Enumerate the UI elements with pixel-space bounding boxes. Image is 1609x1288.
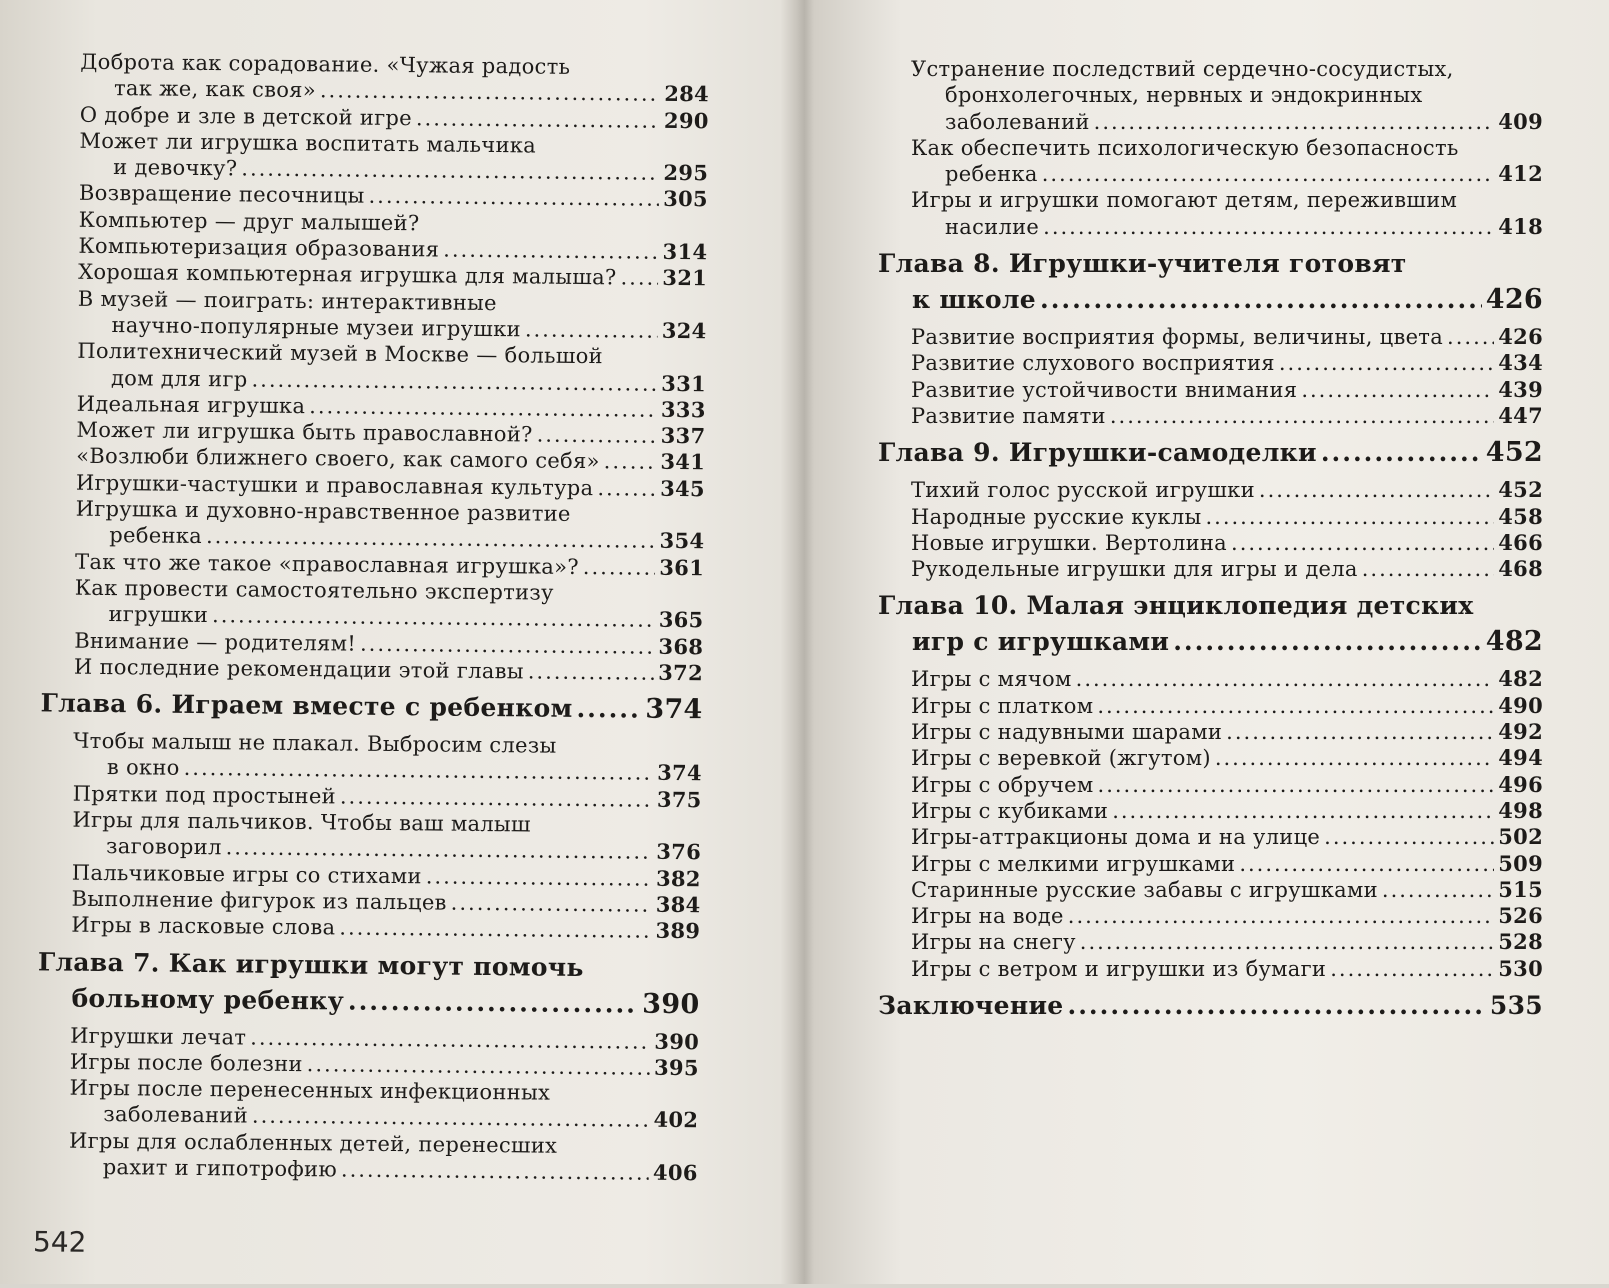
toc-page-number: 372	[658, 659, 704, 686]
toc-entry-title: Игрушка и духовно-нравственное развитие	[75, 496, 571, 526]
toc-entry-title: насилие	[945, 214, 1040, 239]
toc-entry-title: О добре и зле в детской игре	[79, 102, 413, 130]
leader-dots	[525, 316, 658, 344]
toc-entry-title: Так что же такое «православная игрушка»?	[74, 549, 580, 579]
toc-entry	[878, 824, 1543, 850]
toc-entry	[42, 495, 705, 555]
toc-entry	[878, 851, 1543, 877]
toc-page-number: 333	[660, 396, 706, 423]
leader-dots	[1040, 282, 1482, 318]
leader-dots	[1094, 109, 1495, 135]
leader-dots	[1239, 851, 1494, 877]
toc-entry	[878, 745, 1543, 771]
toc-entry	[878, 556, 1543, 582]
toc-entry-title: Игры в ласковые слова	[71, 912, 336, 940]
toc-page-number: 331	[661, 370, 707, 396]
toc-entry-line	[878, 624, 1543, 660]
toc-entry-title: Устранение последствий сердечно-сосудистых,	[911, 57, 1454, 81]
toc-entry-title: Рукодельные игрушки для игры и дела	[911, 557, 1358, 582]
toc-entry-title: Хорошая компьютерная игрушка для малыша?	[78, 260, 617, 290]
toc-entry-title: Глава 6. Играем вместе с ребенком	[40, 688, 573, 724]
leader-dots	[1330, 956, 1494, 982]
toc-entry	[878, 403, 1543, 429]
left-page	[0, 0, 790, 1288]
toc-entry-title: Игры с веревкой (жгутом)	[911, 746, 1211, 771]
leader-dots	[1447, 324, 1494, 350]
toc-page-number: 492	[1498, 719, 1543, 745]
toc-entry-line	[911, 556, 1543, 582]
toc-entry-title: Развитие слухового восприятия	[911, 351, 1275, 376]
toc-entry-title: ребенка	[109, 523, 203, 549]
toc-page-number: 341	[660, 449, 706, 475]
toc-entry-line	[878, 246, 1543, 282]
toc-entry	[878, 324, 1543, 350]
toc-entry-line	[878, 282, 1543, 318]
leader-dots	[1321, 435, 1482, 471]
toc-entry-line	[911, 161, 1543, 187]
toc-entry-title: заговорил	[105, 834, 222, 860]
toc-page-number: 354	[659, 528, 705, 554]
toc-entry-line	[911, 666, 1543, 692]
leader-dots	[597, 475, 656, 502]
toc-entry-line	[911, 135, 1543, 161]
toc-entry-line	[878, 988, 1543, 1024]
toc-entry-line	[911, 772, 1543, 798]
leader-dots	[1098, 772, 1495, 798]
leader-dots	[348, 983, 639, 1022]
right-page	[800, 0, 1609, 1284]
toc-entry-line	[878, 588, 1543, 624]
toc-entry-title: Как провести самостоятельно экспертизу	[74, 575, 554, 605]
toc-entry-title: Старинные русские забавы с игрушками	[911, 877, 1378, 902]
toc-page-number: 490	[1498, 692, 1543, 718]
toc-entry	[44, 338, 707, 398]
toc-entry-line	[911, 719, 1543, 745]
toc-entry	[878, 798, 1543, 824]
toc-entry-title: и девочку?	[113, 155, 238, 181]
toc-page-number: 409	[1498, 108, 1543, 134]
toc-entry-line	[911, 324, 1543, 350]
toc-entry-title: рахит и гипотрофию	[102, 1154, 338, 1182]
toc-entry-title: Прятки под простыней	[72, 781, 337, 809]
toc-page-number: 390	[654, 1028, 700, 1054]
toc-entry-title: бронхолегочных, нервных и эндокринных	[945, 83, 1423, 108]
toc-entry-title: Чтобы малыш не плакал. Выбросим слезы	[73, 728, 557, 758]
toc-entry-line	[911, 350, 1543, 376]
toc-entry-title: Пальчиковые игры со стихами	[71, 860, 422, 888]
toc-entry	[40, 727, 703, 787]
toc-entry-title: Внимание — родителям!	[74, 628, 357, 656]
toc-entry	[41, 653, 703, 686]
toc-entry-line	[911, 504, 1543, 530]
leader-dots	[250, 1024, 650, 1054]
toc-list-left	[36, 48, 710, 1186]
toc-entry-line	[911, 851, 1543, 877]
toc-page-number: 496	[1498, 771, 1543, 797]
toc-entry-title: Игры после болезни	[69, 1049, 303, 1076]
toc-page-number: 468	[1498, 556, 1543, 582]
toc-entry	[878, 903, 1543, 929]
toc-page-number: 368	[658, 633, 704, 659]
toc-entry	[41, 574, 704, 634]
toc-entry	[878, 477, 1543, 503]
toc-entry	[878, 956, 1543, 982]
toc-entry-line	[911, 903, 1543, 929]
toc-page-number: 498	[1498, 797, 1543, 823]
toc-entry-title: Игрушки-частушки и православная культура	[75, 470, 594, 500]
toc-entry-title: В музей — поиграть: интерактивные	[77, 286, 497, 315]
leader-dots	[252, 1103, 650, 1133]
toc-entry-line	[74, 654, 703, 687]
toc-entry-title: Народные русские куклы	[911, 504, 1202, 529]
toc-entry-title: заболеваний	[103, 1102, 249, 1128]
leader-dots	[620, 265, 658, 292]
toc-page-number: 290	[663, 107, 709, 133]
toc-entry-title: Политехнический музей в Москве — большой	[77, 338, 604, 369]
toc-entry-title: Развитие устойчивости внимания	[911, 377, 1298, 402]
toc-page-number: 530	[1498, 955, 1543, 981]
toc-page-number: 324	[661, 317, 707, 344]
toc-entry-title: заболеваний	[945, 109, 1090, 134]
leader-dots	[320, 78, 661, 108]
toc-entry-line	[911, 187, 1543, 213]
toc-list-right	[878, 56, 1543, 1024]
toc-page-number: 295	[663, 160, 709, 186]
toc-page-number: 439	[1498, 376, 1543, 402]
toc-entry	[878, 666, 1543, 692]
toc-entry-line	[911, 403, 1543, 429]
toc-entry	[878, 929, 1543, 955]
toc-entry	[46, 127, 709, 187]
toc-page-number: 528	[1498, 929, 1543, 955]
toc-entry-line	[911, 877, 1543, 903]
toc-page-number: 526	[1498, 903, 1543, 929]
leader-dots	[1173, 624, 1482, 660]
toc-entry-line	[911, 798, 1543, 824]
toc-entry-title: так же, как своя»	[113, 76, 317, 103]
toc-entry	[878, 350, 1543, 376]
toc-page-number: 365	[658, 607, 704, 633]
toc-conclusion-entry	[878, 988, 1543, 1024]
toc-entry-line	[911, 929, 1543, 955]
toc-entry	[878, 693, 1543, 719]
toc-entry-title: в окно	[106, 755, 180, 781]
toc-page-number: 502	[1498, 824, 1543, 850]
toc-chapter-entry	[878, 588, 1543, 660]
toc-entry-title: больному ребенку	[71, 983, 345, 1016]
leader-dots	[537, 422, 657, 450]
toc-entry	[878, 772, 1543, 798]
toc-page-number: 382	[655, 865, 701, 891]
leader-dots	[1215, 745, 1494, 771]
leader-dots	[341, 1156, 649, 1186]
toc-page-number: 426	[1485, 284, 1543, 316]
toc-entry-title: Идеальная игрушка	[76, 391, 306, 418]
leader-dots	[1226, 719, 1494, 745]
toc-page-number: 374	[645, 693, 703, 726]
leader-dots	[1068, 988, 1486, 1024]
toc-entry-title: «Возлюби ближнего своего, как самого себя»	[76, 444, 600, 474]
toc-entry-title: Игрушки лечат	[70, 1023, 247, 1049]
toc-chapter-entry	[40, 685, 702, 728]
toc-entry-title: Компьютер — друг малышей?	[78, 207, 420, 236]
toc-entry-line	[911, 745, 1543, 771]
toc-entry-title: Компьютеризация образования	[78, 233, 440, 262]
toc-entry-title: Игры на снегу	[911, 930, 1076, 955]
leader-dots	[1097, 693, 1494, 719]
toc-entry-title: Игры после перенесенных инфекционных	[69, 1075, 551, 1105]
leader-dots	[1231, 530, 1494, 556]
toc-entry-title: Игры на воде	[911, 904, 1064, 929]
toc-entry-line	[40, 685, 702, 728]
toc-page-number: 314	[662, 238, 708, 265]
leader-dots	[1259, 477, 1494, 503]
toc-entry-title: игрушки	[108, 602, 209, 628]
toc-page-number: 375	[656, 786, 702, 812]
toc-page-number: 535	[1489, 991, 1543, 1021]
toc-entry-title: Глава 7. Как игрушки могут помочь	[37, 946, 584, 982]
toc-entry-title: Возвращение песочницы	[78, 181, 365, 209]
toc-entry-title: Глава 8. Игрушки-учителя готовят	[878, 249, 1407, 279]
leader-dots	[309, 393, 657, 423]
toc-entry-line	[878, 435, 1543, 471]
leader-dots	[576, 691, 641, 728]
toc-entry-line	[911, 693, 1543, 719]
toc-entry-title: Заключение	[878, 991, 1064, 1021]
toc-entry-title: И последние рекомендации этой главы	[73, 654, 524, 684]
toc-entry-title: Игры-аттракционы дома и на улице	[911, 825, 1321, 850]
toc-entry-title: Игры с платком	[911, 693, 1094, 718]
leader-dots	[583, 554, 656, 581]
toc-chapter-entry	[878, 246, 1543, 318]
toc-entry-line	[37, 980, 699, 1023]
toc-page-number: 406	[652, 1159, 698, 1186]
leader-dots	[528, 658, 655, 686]
toc-entry-line	[69, 1154, 698, 1187]
toc-entry-line	[911, 530, 1543, 556]
toc-entry-title: Игры с мячом	[911, 667, 1072, 692]
toc-entry	[878, 135, 1543, 188]
leader-dots	[1043, 214, 1494, 240]
leader-dots	[1324, 824, 1494, 850]
leader-dots	[426, 863, 653, 892]
toc-entry-title: Игры для ослабленных детей, перенесших	[68, 1128, 558, 1158]
toc-entry-line	[911, 56, 1543, 82]
leader-dots	[604, 449, 657, 476]
leader-dots	[1362, 556, 1495, 582]
toc-page-number: 482	[1498, 666, 1543, 692]
toc-page-number: 337	[660, 422, 706, 449]
leader-dots	[1279, 350, 1494, 376]
leader-dots	[1205, 504, 1494, 530]
leader-dots	[1080, 929, 1494, 955]
toc-entry-title: Тихий голос русской игрушки	[911, 478, 1255, 503]
toc-entry-line	[911, 109, 1543, 135]
toc-entry	[878, 504, 1543, 530]
toc-entry	[47, 48, 710, 108]
leader-dots	[416, 105, 660, 134]
toc-entry-title: Глава 9. Игрушки-самоделки	[878, 438, 1317, 468]
toc-page-number: 384	[655, 891, 701, 918]
toc-page-number: 458	[1498, 503, 1543, 529]
toc-entry-title: Игры с кубиками	[911, 798, 1109, 823]
toc-page-number: 402	[653, 1107, 699, 1133]
toc-entry-title: Развитие памяти	[911, 403, 1106, 428]
toc-entry	[878, 530, 1543, 556]
toc-page-number: 284	[664, 81, 710, 107]
toc-page-number: 361	[659, 554, 705, 580]
leader-dots	[307, 1051, 651, 1081]
toc-entry-title: дом для игр	[110, 365, 248, 392]
toc-page-number: 482	[1485, 626, 1543, 658]
toc-entry-title: игр с игрушками	[912, 627, 1170, 657]
toc-entry	[36, 1074, 699, 1134]
leader-dots	[1110, 403, 1494, 429]
leader-dots	[1112, 798, 1494, 824]
toc-entry-line	[911, 82, 1543, 108]
leader-dots	[1301, 377, 1494, 403]
toc-entry	[878, 187, 1543, 240]
leader-dots	[1076, 666, 1495, 692]
toc-page-number: 395	[653, 1054, 699, 1081]
toc-entry-title: Игры с ветром и игрушки из бумаги	[911, 956, 1327, 981]
toc-page-number: 434	[1498, 350, 1543, 376]
toc-entry-title: Игры с мелкими игрушками	[911, 851, 1236, 876]
toc-entry-title: Игры и игрушки помогают детям, пережившим	[911, 188, 1458, 213]
toc-entry-title: ребенка	[945, 162, 1038, 187]
toc-entry-line	[911, 824, 1543, 850]
toc-page-number: 390	[642, 988, 700, 1020]
toc-page-number: 447	[1498, 402, 1543, 428]
toc-page-number: 494	[1498, 745, 1543, 771]
leader-dots	[1068, 903, 1494, 929]
toc-entry	[38, 912, 700, 945]
leader-dots	[360, 630, 655, 659]
toc-entry-title: Новые игрушки. Вертолина	[911, 530, 1228, 555]
toc-page-number: 412	[1498, 161, 1543, 187]
toc-entry-title: Доброта как сорадование. «Чужая радость	[80, 49, 571, 79]
toc-entry-title: научно-популярные музеи игрушки	[111, 313, 522, 342]
toc-chapter-entry	[878, 435, 1543, 471]
toc-page-number: 515	[1498, 876, 1543, 902]
toc-entry-title: Выполнение фигурок из пальцев	[71, 886, 447, 915]
toc-entry-title: Игры для пальчиков. Чтобы ваш малыш	[72, 807, 531, 837]
toc-page-number: 376	[656, 839, 702, 865]
toc-entry-title: Как обеспечить психологическую безопасность	[911, 135, 1459, 160]
toc-page-number: 305	[663, 186, 709, 212]
toc-entry-line	[911, 477, 1543, 503]
toc-entry	[878, 377, 1543, 403]
toc-entry-title: Может ли игрушка быть православной?	[76, 417, 533, 447]
toc-chapter-entry	[37, 944, 700, 1023]
toc-entry-title: к школе	[912, 285, 1036, 315]
toc-entry-title: Глава 10. Малая энциклопедия детских	[878, 591, 1474, 621]
leader-dots	[1382, 877, 1494, 903]
toc-entry	[878, 719, 1543, 745]
toc-page-number: 374	[657, 760, 703, 786]
toc-page-number: 466	[1498, 529, 1543, 555]
toc-page-number: 389	[655, 917, 701, 944]
toc-page-number: 426	[1498, 324, 1543, 350]
leader-dots	[368, 183, 659, 212]
toc-entry-line	[911, 214, 1543, 240]
toc-page-number: 509	[1498, 850, 1543, 876]
toc-entry-title: Игры с надувными шарами	[911, 720, 1223, 745]
leader-dots	[1042, 161, 1495, 187]
toc-page-number: 345	[660, 475, 706, 502]
toc-entry	[878, 56, 1543, 135]
toc-page-number: 418	[1498, 213, 1543, 239]
toc-page-number: 452	[1498, 477, 1543, 503]
leader-dots	[340, 783, 653, 813]
toc-entry	[36, 1127, 699, 1187]
toc-entry	[39, 806, 702, 866]
toc-entry-title: Игры с обручем	[911, 772, 1094, 797]
leader-dots	[451, 890, 652, 918]
toc-page-number: 452	[1485, 437, 1543, 469]
toc-entry	[44, 285, 707, 345]
leader-dots	[443, 237, 659, 266]
toc-entry-title: Развитие восприятия формы, величины, цвета	[911, 325, 1444, 350]
toc-entry-line	[911, 377, 1543, 403]
toc-entry-title: Может ли игрушка воспитать мальчика	[79, 128, 537, 158]
toc-entry-line	[71, 912, 700, 945]
toc-page-number: 321	[662, 265, 708, 291]
toc-entry	[878, 877, 1543, 903]
leader-dots	[339, 915, 651, 945]
page-number: 542	[32, 1225, 87, 1259]
toc-entry-line	[911, 956, 1543, 982]
